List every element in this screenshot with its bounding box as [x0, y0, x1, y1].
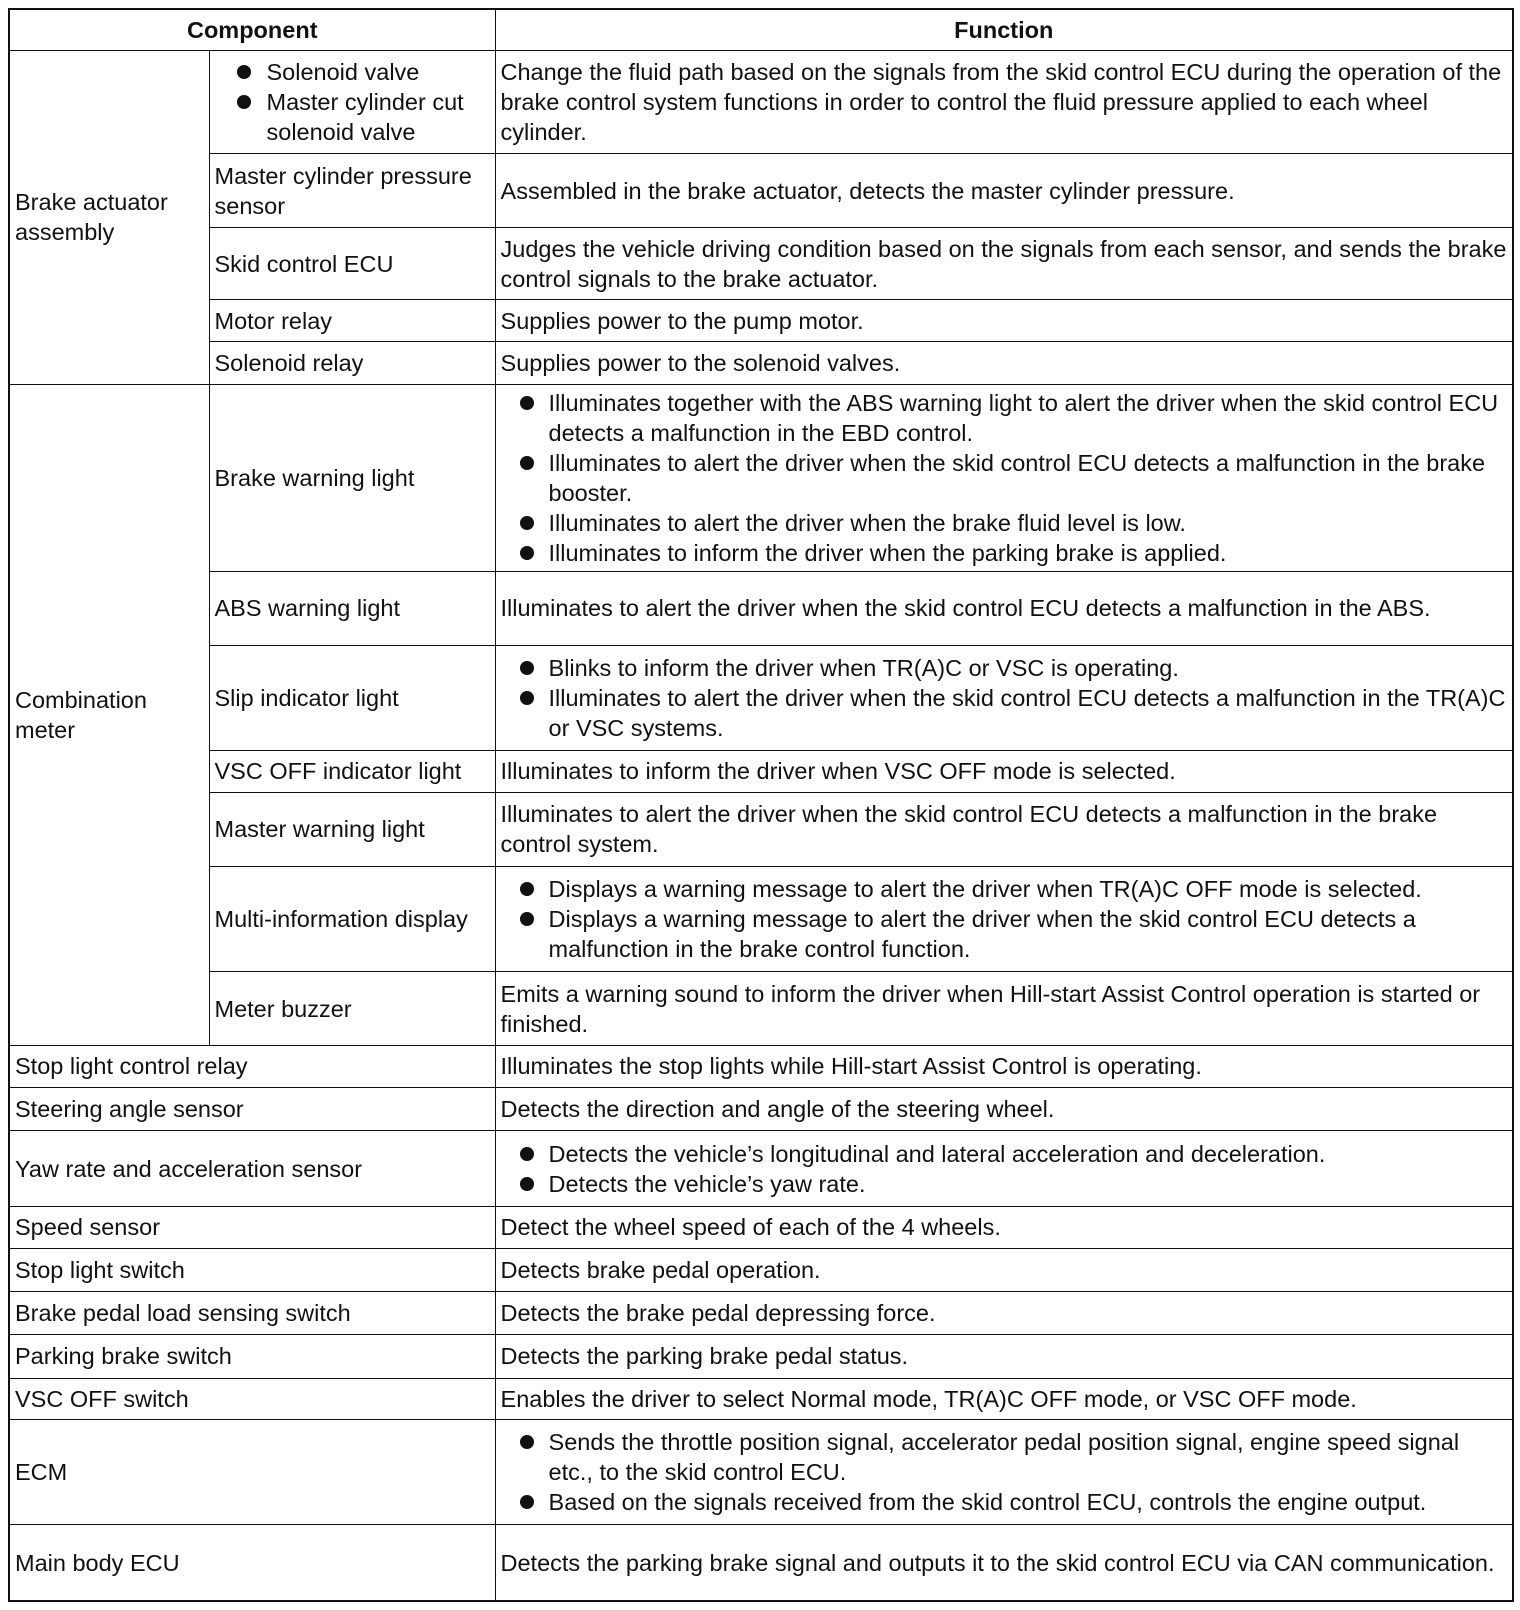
function-cell: Detects the direction and angle of the steering wheel.: [495, 1087, 1513, 1130]
function-cell: Illuminates the stop lights while Hill-start Assist Control is operating.: [495, 1046, 1513, 1087]
function-bullet-item: Illuminates to alert the driver when the skid control ECU detects a malfunction in the TR(A)C or VSC systems.: [501, 683, 1508, 743]
subcomponent-cell: Master warning light: [209, 792, 495, 866]
component-cell: Stop light switch: [9, 1248, 495, 1291]
table-row: [9, 1335, 1513, 1378]
header-row: [9, 9, 1513, 50]
function-bullet-item: Detects the vehicle’s longitudinal and lateral acceleration and deceleration.: [501, 1139, 1508, 1169]
table-body: [9, 9, 1513, 1601]
table-row: [9, 1248, 1513, 1291]
function-bullet-item: Based on the signals received from the skid control ECU, controls the engine output.: [501, 1487, 1508, 1517]
header-component: Component: [9, 9, 495, 50]
function-cell: Illuminates to alert the driver when the skid control ECU detects a malfunction in the ABS.: [495, 571, 1513, 645]
subcomponent-cell: VSC OFF indicator light: [209, 751, 495, 792]
subcomponent-cell: [209, 50, 495, 153]
table-row: [9, 341, 1513, 384]
function-cell: [495, 646, 1513, 751]
function-cell: [495, 1130, 1513, 1206]
header-function: Function: [495, 9, 1513, 50]
table-row: [9, 751, 1513, 792]
subcomponent-cell: Solenoid relay: [209, 341, 495, 384]
function-cell: Judges the vehicle driving condition based on the signals from each sensor, and sends the brake control signals to the brake actuator.: [495, 228, 1513, 300]
function-cell: Detects the parking brake signal and outputs it to the skid control ECU via CAN communication.: [495, 1525, 1513, 1601]
function-bullet-item: Displays a warning message to alert the driver when TR(A)C OFF mode is selected.: [501, 874, 1508, 904]
function-bullet-item: Illuminates to alert the driver when the skid control ECU detects a malfunction in the brake booster.: [501, 448, 1508, 508]
function-cell: Change the fluid path based on the signals from the skid control ECU during the operation of the brake control system functions in order to control the fluid pressure applied to each wheel cylinder.: [495, 50, 1513, 153]
function-cell: Illuminates to inform the driver when VSC OFF mode is selected.: [495, 751, 1513, 792]
function-bullet-list: [501, 1427, 1508, 1517]
table-row: [9, 646, 1513, 751]
table-row: [9, 972, 1513, 1046]
table-row: [9, 1046, 1513, 1087]
function-cell: [495, 1419, 1513, 1524]
function-cell: Assembled in the brake actuator, detects the master cylinder pressure.: [495, 153, 1513, 227]
function-cell: Detect the wheel speed of each of the 4 wheels.: [495, 1207, 1513, 1248]
component-cell: Parking brake switch: [9, 1335, 495, 1378]
table-row: [9, 50, 1513, 153]
subcomponent-cell: Multi-information display: [209, 866, 495, 971]
group-label-cell: Combination meter: [9, 385, 209, 1046]
subcomponent-cell: Skid control ECU: [209, 228, 495, 300]
function-cell: Illuminates to alert the driver when the skid control ECU detects a malfunction in the brake control system.: [495, 792, 1513, 866]
table-row: [9, 1378, 1513, 1419]
subcomponent-bullet-item: Solenoid valve: [215, 57, 490, 87]
component-cell: Yaw rate and acceleration sensor: [9, 1130, 495, 1206]
component-cell: ECM: [9, 1419, 495, 1524]
table-row: [9, 1207, 1513, 1248]
table-row: [9, 571, 1513, 645]
table-row: [9, 1087, 1513, 1130]
function-bullet-list: [501, 1139, 1508, 1199]
component-cell: Main body ECU: [9, 1525, 495, 1601]
subcomponent-cell: ABS warning light: [209, 571, 495, 645]
table-row: [9, 1130, 1513, 1206]
subcomponent-cell: Brake warning light: [209, 385, 495, 572]
subcomponent-cell: Motor relay: [209, 300, 495, 341]
function-bullet-item: Detects the vehicle’s yaw rate.: [501, 1169, 1508, 1199]
function-cell: Enables the driver to select Normal mode, TR(A)C OFF mode, or VSC OFF mode.: [495, 1378, 1513, 1419]
subcomponent-cell: Meter buzzer: [209, 972, 495, 1046]
function-bullet-item: Sends the throttle position signal, accelerator pedal position signal, engine speed signal etc., to the skid control ECU.: [501, 1427, 1508, 1487]
function-bullet-item: Displays a warning message to alert the driver when the skid control ECU detects a malfunction in the brake control function.: [501, 904, 1508, 964]
component-cell: Speed sensor: [9, 1207, 495, 1248]
subcomponent-cell: Slip indicator light: [209, 646, 495, 751]
function-cell: Supplies power to the pump motor.: [495, 300, 1513, 341]
function-cell: [495, 866, 1513, 971]
table-row: [9, 385, 1513, 572]
function-cell: Supplies power to the solenoid valves.: [495, 341, 1513, 384]
component-cell: Stop light control relay: [9, 1046, 495, 1087]
function-bullet-item: Blinks to inform the driver when TR(A)C or VSC is operating.: [501, 653, 1508, 683]
table-row: [9, 300, 1513, 341]
function-bullet-list: [501, 874, 1508, 964]
group-label-cell: Brake actuator assembly: [9, 50, 209, 384]
function-cell: Detects the parking brake pedal status.: [495, 1335, 1513, 1378]
component-cell: Brake pedal load sensing switch: [9, 1291, 495, 1334]
table-row: [9, 866, 1513, 971]
subcomponent-bullet-item: Master cylinder cut solenoid valve: [215, 87, 490, 147]
function-cell: [495, 385, 1513, 572]
function-bullet-list: [501, 388, 1508, 568]
table-row: [9, 1419, 1513, 1524]
function-bullet-item: Illuminates to alert the driver when the brake fluid level is low.: [501, 508, 1508, 538]
function-bullet-item: Illuminates to inform the driver when the parking brake is applied.: [501, 538, 1508, 568]
subcomponent-cell: Master cylinder pressure sensor: [209, 153, 495, 227]
table-row: [9, 153, 1513, 227]
function-bullet-list: [501, 653, 1508, 743]
subcomponent-bullet-list: [215, 57, 490, 147]
table-row: [9, 792, 1513, 866]
table-row: [9, 228, 1513, 300]
function-cell: Detects brake pedal operation.: [495, 1248, 1513, 1291]
component-cell: VSC OFF switch: [9, 1378, 495, 1419]
table-row: [9, 1525, 1513, 1601]
component-function-table: [8, 8, 1514, 1602]
function-cell: Detects the brake pedal depressing force.: [495, 1291, 1513, 1334]
table-row: [9, 1291, 1513, 1334]
component-cell: Steering angle sensor: [9, 1087, 495, 1130]
function-cell: Emits a warning sound to inform the driver when Hill-start Assist Control operation is started or finished.: [495, 972, 1513, 1046]
function-bullet-item: Illuminates together with the ABS warning light to alert the driver when the skid control ECU detects a malfunction in the EBD control.: [501, 388, 1508, 448]
